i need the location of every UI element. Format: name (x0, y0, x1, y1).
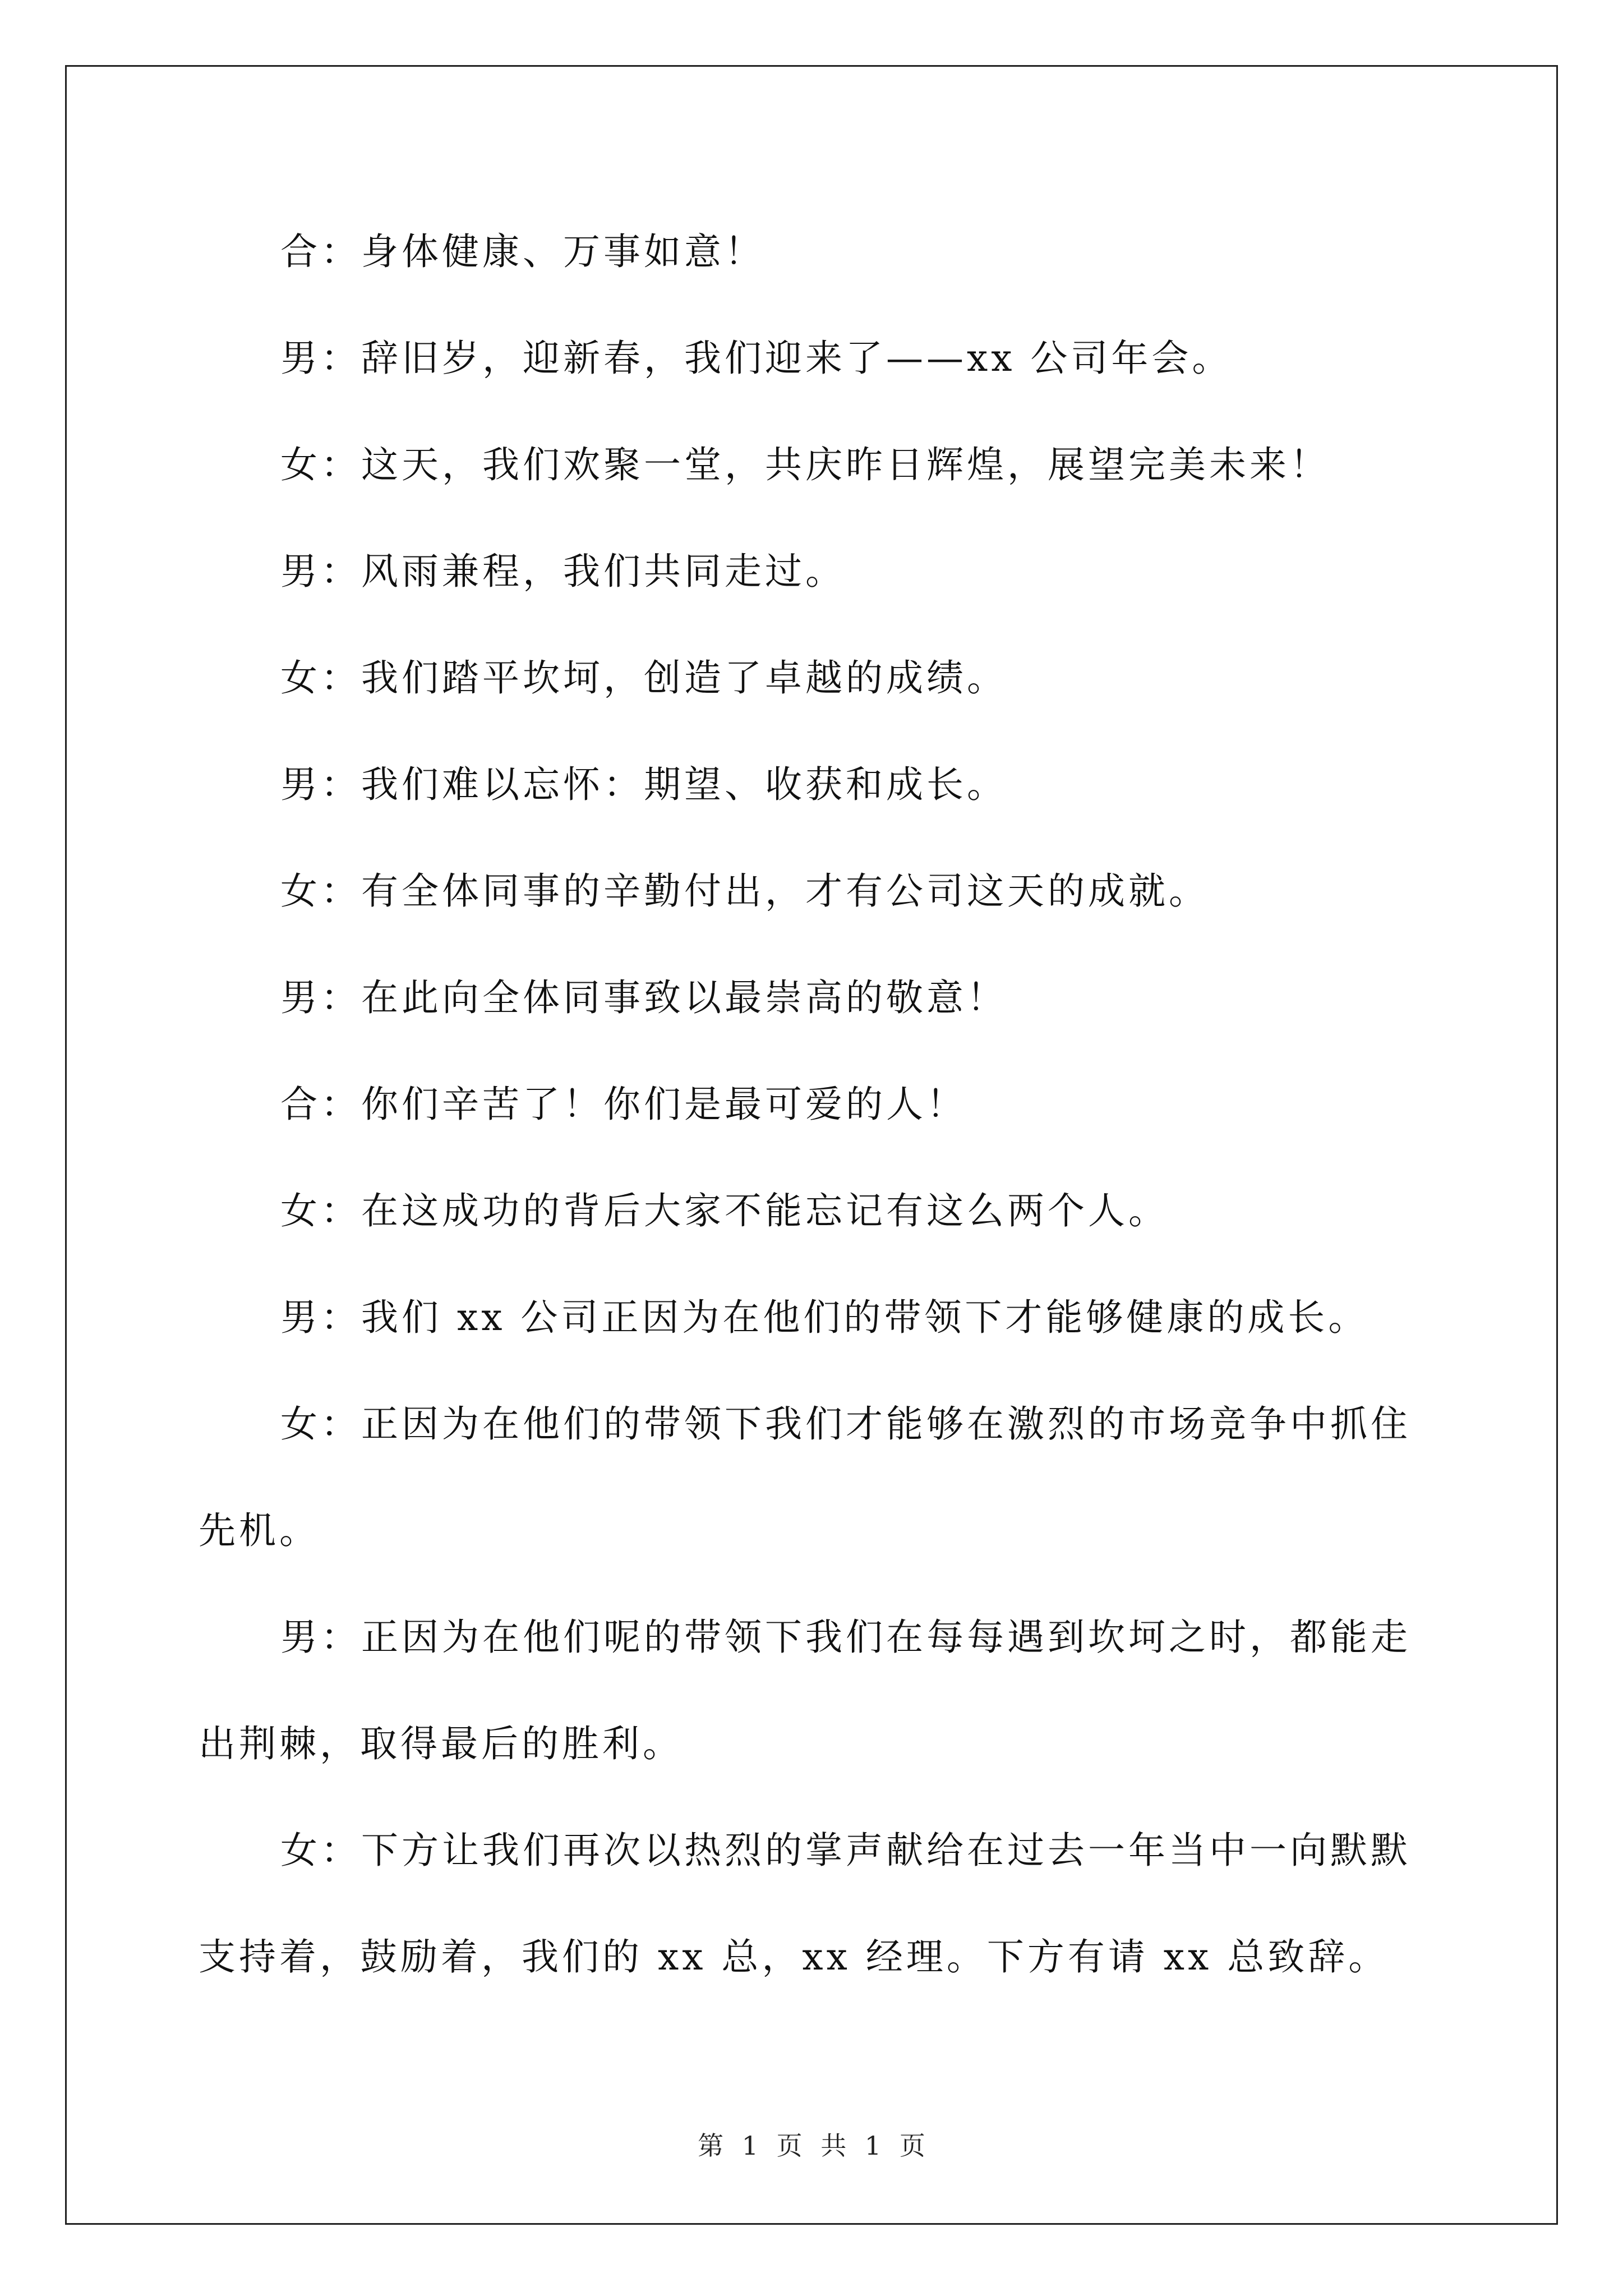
dialogue-line-13-cont: 出荆棘，取得最后的胜利。 (199, 1722, 683, 1765)
dialogue-line-4: 男：风雨兼程，我们共同走过。 (280, 550, 846, 593)
dialogue-line-2: 男：辞旧岁，迎新春，我们迎来了——xx 公司年会。 (280, 337, 1233, 380)
dialogue-line-5: 女：我们踏平坎坷，创造了卓越的成绩。 (280, 656, 1007, 700)
dialogue-line-6: 男：我们难以忘怀：期望、收获和成长。 (280, 763, 1007, 806)
dialogue-line-8: 男：在此向全体同事致以最崇高的敬意！ (280, 976, 1007, 1019)
dialogue-line-14: 女：下方让我们再次以热烈的掌声献给在过去一年当中一向默默 (280, 1829, 1411, 1872)
dialogue-line-12-cont: 先机。 (199, 1509, 320, 1552)
dialogue-line-1: 合：身体健康、万事如意！ (280, 230, 765, 273)
page-number-footer: 第 1 页 共 1 页 (698, 2131, 925, 2161)
dialogue-line-14-cont: 支持着，鼓励着，我们的 xx 总，xx 经理。下方有请 xx 总致辞。 (199, 1935, 1389, 1978)
dialogue-line-12: 女：正因为在他们的带领下我们才能够在激烈的市场竞争中抓住 (280, 1402, 1411, 1446)
dialogue-line-9: 合：你们辛苦了！你们是最可爱的人！ (280, 1083, 967, 1126)
dialogue-line-3: 女：这天，我们欢聚一堂，共庆昨日辉煌，展望完美未来！ (280, 443, 1330, 486)
dialogue-line-7: 女：有全体同事的辛勤付出，才有公司这天的成就。 (280, 869, 1209, 913)
dialogue-line-13: 男：正因为在他们呢的带领下我们在每每遇到坎坷之时，都能走 (280, 1616, 1411, 1659)
dialogue-line-10: 女：在这成功的背后大家不能忘记有这么两个人。 (280, 1189, 1169, 1232)
dialogue-line-11: 男：我们 xx 公司正因为在他们的带领下才能够健康的成长。 (280, 1296, 1369, 1339)
page-border (65, 65, 1558, 2225)
